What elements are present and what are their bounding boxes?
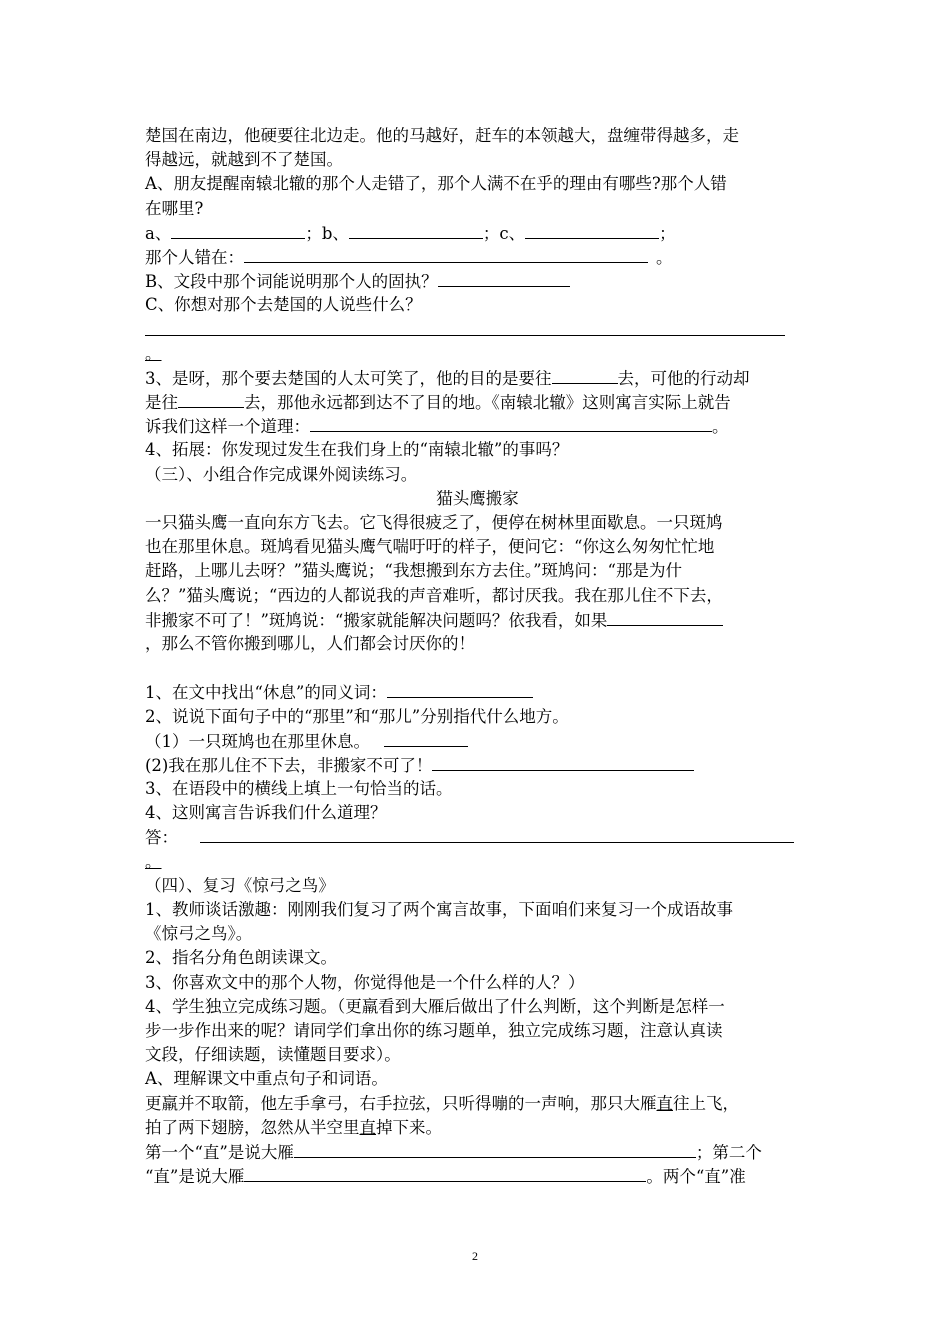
question-a: A、朋友提醒南辕北辙的那个人走错了，那个人满不在乎的理由有哪些?那个人错 (145, 174, 727, 194)
period: 。 (656, 247, 673, 267)
underlined-word: 直 (656, 1093, 673, 1113)
text: 非搬家不可了！”斑鸠说：“搬家就能解决问题吗？依我看，如果 (145, 610, 608, 630)
question-c: C、你想对那个去楚国的人说些什么？ (145, 295, 422, 315)
text: (2)我在那儿住不下去，非搬家不可了！ (145, 755, 433, 775)
document-page (145, 124, 810, 1188)
answer-abc-line (145, 221, 810, 245)
text: 是往 (145, 393, 178, 413)
period: 。 (145, 343, 162, 363)
page-number: 2 (472, 1249, 478, 1263)
period: 。 (145, 851, 162, 871)
exercise-4: 4、这则寓言告诉我们什么道理？ (145, 803, 387, 823)
exercise-3: 3、在语段中的横线上填上一句恰当的话。 (145, 779, 453, 799)
blank-answer[interactable] (200, 825, 794, 843)
text-line: 2、指名分角色朗读课文。 (145, 948, 337, 968)
text: ；第二个 (695, 1142, 762, 1162)
story-line: 么？”猫头鹰说；“西边的人都说我的声音难听，都讨厌我。我在那儿住不下去， (145, 585, 723, 605)
label-a: a、 (145, 223, 172, 243)
text-line: 得越远，就越到不了楚国。 (145, 150, 343, 170)
blank-story[interactable] (607, 608, 723, 626)
question-4: 4、拓展：你发现过发生在我们身上的“南辕北辙”的事吗？ (145, 440, 569, 460)
exercise-2-2 (145, 753, 810, 777)
text-line: 在哪里? (145, 198, 204, 218)
text-line (145, 850, 810, 874)
text-line: 4、学生独立完成练习题。（更羸看到大雁后做出了什么判断，这个判断是怎样一 (145, 996, 725, 1016)
label-b: ；b、 (305, 223, 349, 243)
story-title: 猫头鹰搬家 (436, 488, 519, 508)
label: 那个人错在： (145, 247, 244, 267)
label-end: ； (659, 223, 676, 243)
story-line: ，那么不管你搬到哪儿，人们都会讨厌你的！ (145, 633, 475, 653)
text: 去，可他的行动却 (617, 368, 750, 388)
text-line (145, 1092, 810, 1116)
blank-there-2[interactable] (432, 753, 694, 771)
text: 往上飞， (673, 1093, 739, 1113)
answer-rule-line (145, 318, 810, 342)
text-line (145, 390, 810, 414)
text-line (145, 1140, 810, 1164)
blank-wrong[interactable] (244, 245, 648, 263)
label-c: ；c、 (482, 223, 526, 243)
question-b (145, 269, 810, 293)
text: 3、是呀，那个要去楚国的人太可笑了，他的目的是要往 (145, 368, 552, 388)
underlined-word: 直 (359, 1117, 376, 1137)
exercise-1 (145, 680, 810, 704)
blank-zhi-2[interactable] (244, 1164, 646, 1182)
text: “直”是说大雁 (145, 1167, 245, 1187)
text-line: 3、你喜欢文中的那个人物，你觉得他是一个什么样的人？） (145, 972, 585, 992)
text-line: 楚国在南边，他硬要往北边走。他的马越好，赶车的本领越大，盘缠带得越多，走 (145, 126, 739, 145)
section-heading: （四）、复习《惊弓之鸟》 (145, 875, 335, 895)
period: 。 (712, 417, 729, 437)
question-3 (145, 366, 810, 390)
answer-label: 答： (145, 828, 178, 848)
text-line (145, 342, 810, 366)
question-b-text: B、文段中那个词能说明那个人的固执？ (145, 272, 438, 292)
text-line: A、理解课文中重点句子和词语。 (145, 1069, 388, 1089)
blank-synonym[interactable] (387, 680, 533, 698)
text: 诉我们这样一个道理： (145, 417, 310, 437)
blank-a[interactable] (171, 221, 305, 239)
text: 。两个“直”准 (646, 1167, 746, 1187)
blank-answer-c[interactable] (145, 318, 785, 336)
answer-line (145, 825, 810, 849)
text: 1、在文中找出“休息”的同义词： (145, 683, 387, 703)
text: 更羸并不取箭，他左手拿弓，右手拉弦，只听得嘣的一声响，那只大雁 (145, 1093, 657, 1113)
text-line: 文段，仔细读题，读懂题目要求）。 (145, 1045, 401, 1065)
blank-b[interactable] (349, 221, 483, 239)
story-line: 赶路，上哪儿去呀？”猫头鹰说；“我想搬到东方去住。”斑鸠问：“那是为什 (145, 561, 682, 581)
blank-c[interactable] (525, 221, 659, 239)
text: 去，那他永远都到达不了目的地。《南辕北辙》这则寓言实际上就告 (244, 393, 731, 413)
exercise-2: 2、说说下面句子中的“那里”和“那儿”分别指代什么地方。 (145, 706, 569, 726)
story-line: 一只猫头鹰一直向东方飞去。它飞得很疲乏了，便停在树林里面歇息。一只斑鸠 (145, 513, 723, 532)
story-line: 也在那里休息。斑鸠看见猫头鹰气喘吁吁的样子，便问它：“你这么匆匆忙忙地 (145, 537, 715, 557)
blank-direction-1[interactable] (552, 366, 618, 384)
text: 拍了两下翅膀，忽然从半空里 (145, 1117, 360, 1137)
answer-wrong-line (145, 245, 810, 269)
text-line (145, 1164, 810, 1188)
text: （1）一只斑鸠也在那里休息。 (145, 731, 370, 751)
text-line: 《惊弓之鸟》。 (145, 924, 253, 944)
spacer (145, 656, 810, 680)
text-line (145, 1116, 810, 1140)
blank-direction-2[interactable] (178, 390, 244, 408)
blank-there[interactable] (384, 729, 468, 747)
blank-word[interactable] (438, 269, 570, 287)
blank-zhi-1[interactable] (294, 1140, 696, 1158)
text: 第一个“直”是说大雁 (145, 1142, 294, 1162)
text: 掉下来。 (376, 1117, 442, 1137)
story-line (145, 608, 810, 632)
text-line: 1、教师谈话激趣：刚刚我们复习了两个寓言故事，下面咱们来复习一个成语故事 (145, 900, 733, 919)
exercise-2-1 (145, 729, 810, 753)
text-line (145, 414, 810, 438)
text-line: 步一步作出来的呢？请同学们拿出你的练习题单，独立完成练习题，注意认真读 (145, 1020, 723, 1040)
section-heading: （三）、小组合作完成课外阅读练习。 (145, 464, 418, 484)
blank-moral[interactable] (310, 414, 712, 432)
